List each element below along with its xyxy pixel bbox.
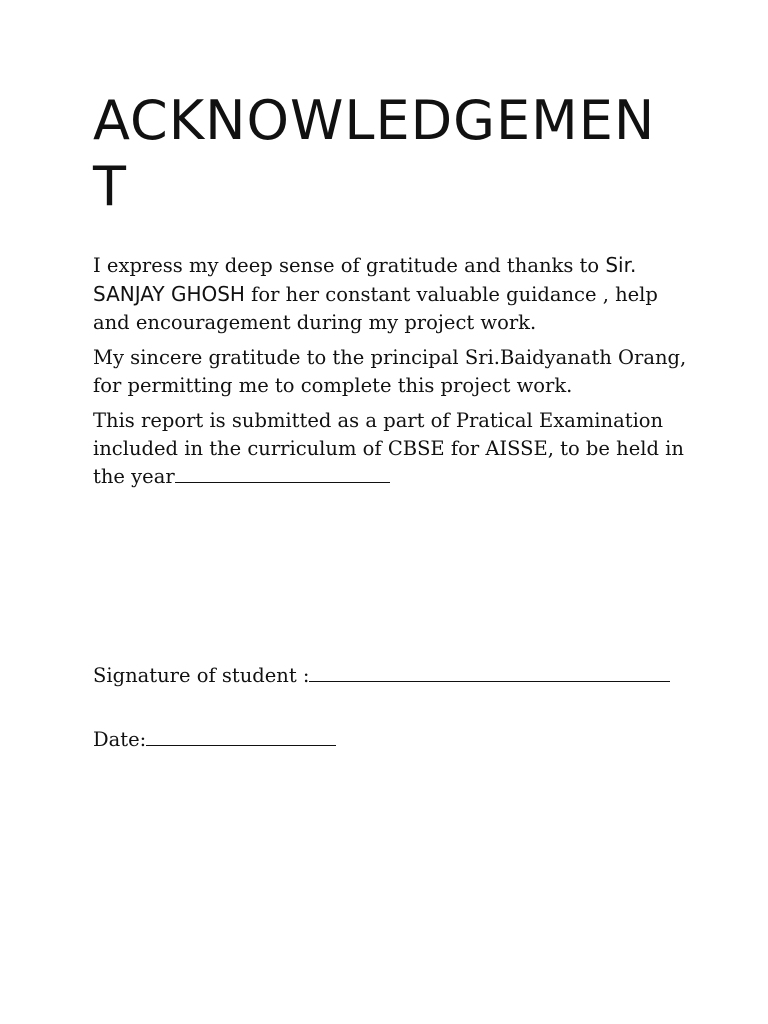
guide-name: Sir. SANJAY GHOSH	[93, 253, 637, 306]
date-row	[93, 726, 336, 754]
gratitude-text-start: I express my deep sense of gratitude and thanks to	[93, 254, 606, 277]
signature-label: Signature of student :	[93, 664, 310, 687]
gratitude-text-end: for her constant valuable guidance , help and encouragement during my project work.	[93, 283, 658, 334]
submission-text: This report is submitted as a part of Pratical Examination included in the curriculum of CBSE for AISSE, to be held in the year	[93, 409, 684, 488]
signature-blank-line	[309, 664, 670, 682]
year-blank-line	[175, 465, 390, 483]
date-blank-line	[146, 728, 336, 746]
date-label: Date:	[93, 728, 147, 751]
principal-paragraph: My sincere gratitude to the principal Sri.Baidyanath Orang, for permitting me to complete this project work.	[93, 346, 687, 397]
submission-paragraph	[93, 407, 693, 491]
page-title: ACKNOWLEDGEMENT	[93, 89, 656, 218]
signature-row	[93, 662, 670, 690]
gratitude-paragraph	[93, 251, 693, 337]
